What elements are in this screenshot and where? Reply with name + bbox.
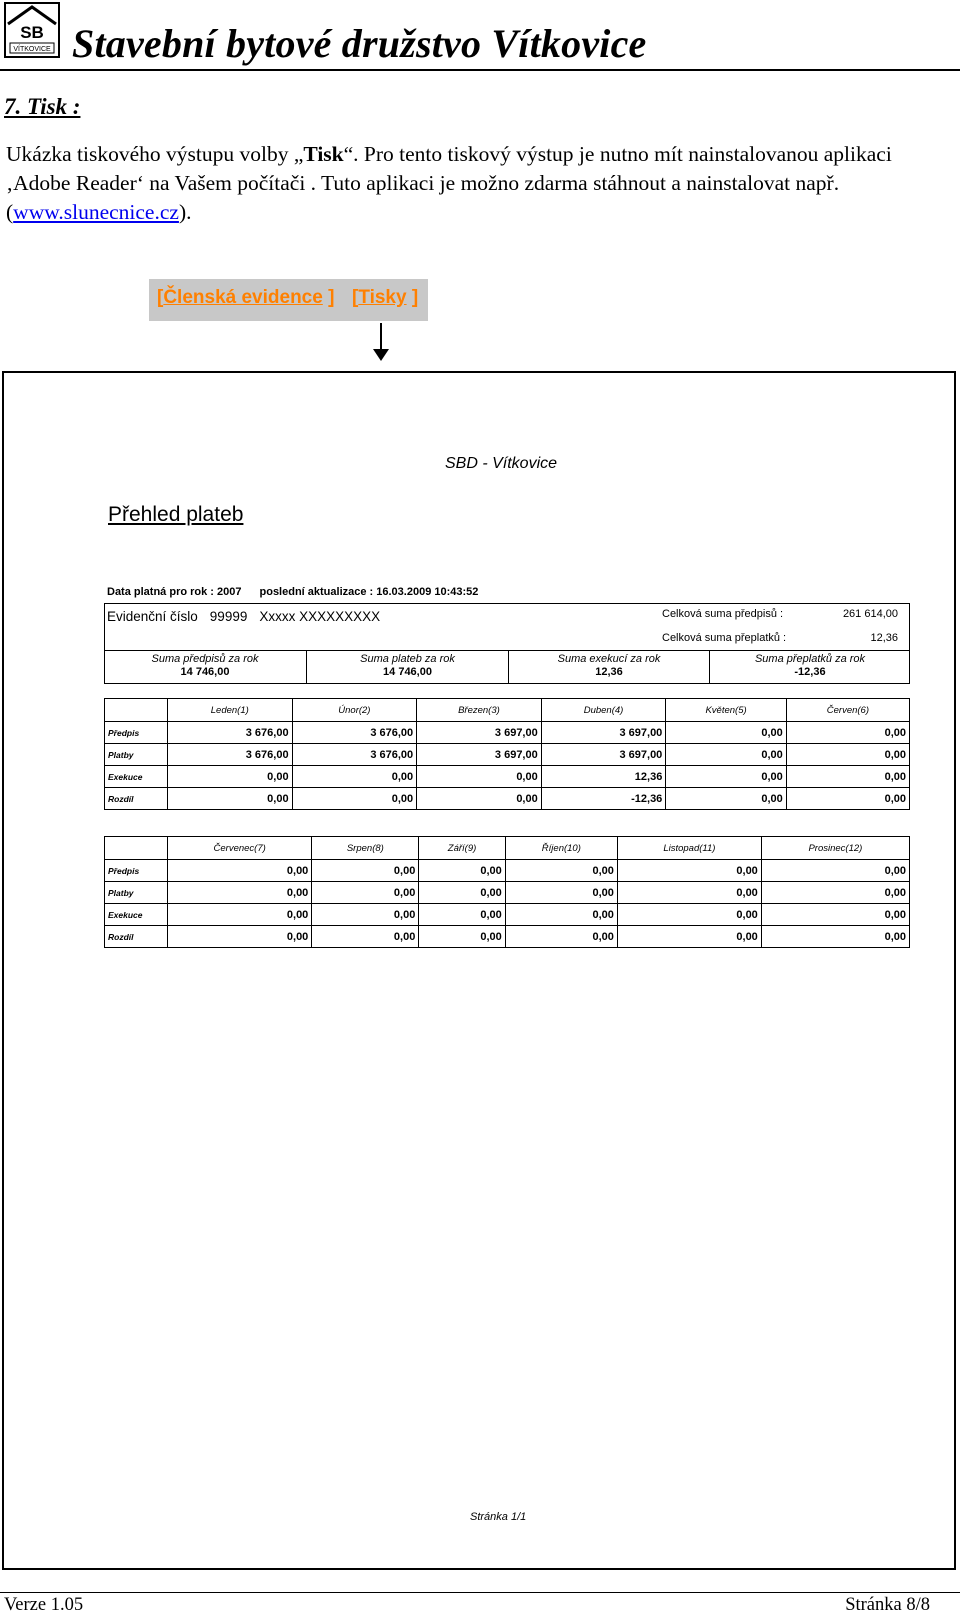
slunecnice-link[interactable]: www.slunecnice.cz <box>13 200 179 224</box>
sum-platby: Suma plateb za rok 14 746,00 <box>360 653 455 678</box>
footer-page: Stránka 8/8 <box>845 1595 930 1615</box>
svg-text:SB: SB <box>20 23 44 42</box>
month-header: Květen(5) <box>666 699 786 722</box>
meta-update: poslední aktualizace : 16.03.2009 10:43:52 <box>259 586 479 598</box>
document-title: Stavební bytové družstvo Vítkovice <box>72 21 647 66</box>
meta-year: Data platná pro rok : 2007 <box>107 586 242 598</box>
table-row: Rozdíl 0,00 0,00 0,00 -12,36 0,00 0,00 <box>105 788 910 810</box>
months-table-2 <box>104 836 910 948</box>
nav-screenshot <box>149 279 428 321</box>
table-row: Platby 0,00 0,00 0,00 0,00 0,00 0,00 <box>105 882 910 904</box>
table-row: Platby 3 676,00 3 676,00 3 697,00 3 697,00 0,00 0,00 <box>105 744 910 766</box>
corner-cell <box>105 837 168 860</box>
nav-link-clenska-evidence[interactable]: [Členská evidence ] <box>157 287 335 308</box>
months-table-1 <box>104 698 910 810</box>
report-page-number: Stránka 1/1 <box>470 1511 527 1523</box>
month-header: Srpen(8) <box>312 837 419 860</box>
table-row: Exekuce 0,00 0,00 0,00 0,00 0,00 0,00 <box>105 904 910 926</box>
svg-text:VÍTKOVICE: VÍTKOVICE <box>13 46 51 53</box>
total-preplatek-label: Celková suma přeplatků : <box>662 632 787 644</box>
month-header: Červenec(7) <box>168 837 312 860</box>
report-title: Přehled plateb <box>108 503 244 526</box>
table-row: Předpis 3 676,00 3 676,00 3 697,00 3 697,00 0,00 0,00 <box>105 722 910 744</box>
table-row: Exekuce 0,00 0,00 0,00 12,36 0,00 0,00 <box>105 766 910 788</box>
total-predpis-value: 261 614,00 <box>842 608 898 620</box>
down-arrow-head <box>373 349 389 361</box>
total-predpis-label: Celková suma předpisů : <box>662 608 784 620</box>
intro-paragraph <box>6 140 954 227</box>
intro-text-1: Ukázka tiskového výstupu volby „ <box>6 142 304 166</box>
section-heading: 7. Tisk : <box>4 94 81 119</box>
ev-label: Evidenční číslo <box>107 609 198 624</box>
table-row: Předpis 0,00 0,00 0,00 0,00 0,00 0,00 <box>105 860 910 882</box>
report-org: SBD - Vítkovice <box>445 455 558 472</box>
month-header: Prosinec(12) <box>761 837 909 860</box>
sbd-logo <box>4 2 60 58</box>
intro-bold: Tisk <box>303 142 344 166</box>
footer-rule <box>0 1592 960 1593</box>
sum-preplatek: Suma přeplatků za rok -12,36 <box>754 653 866 678</box>
nav-link-tisky[interactable]: [Tisky ] <box>352 287 419 308</box>
ev-number: 99999 <box>209 609 248 624</box>
sum-exekuce: Suma exekucí za rok 12,36 <box>557 653 661 678</box>
footer-version: Verze 1.05 <box>4 1595 84 1615</box>
evidence-number-row <box>107 609 392 624</box>
total-preplatek-value: 12,36 <box>870 632 898 644</box>
month-header: Leden(1) <box>168 699 293 722</box>
intro-text-3: ). <box>178 200 192 224</box>
month-header: Říjen(10) <box>505 837 617 860</box>
month-header: Září(9) <box>419 837 505 860</box>
intro-text-2: “. Pro tento tiskový výstup je nutno mít nainstalovanou aplikaci ‚Adobe Reader‘ na Vašem počítači . Tuto aplikaci je možno zdarma stáhnout a nainstalovat např. ( <box>6 142 892 224</box>
corner-cell <box>105 699 168 722</box>
month-header: Červen(6) <box>786 699 909 722</box>
month-header: Listopad(11) <box>617 837 761 860</box>
month-header: Duben(4) <box>541 699 666 722</box>
header-rule <box>0 69 960 71</box>
table-row: Rozdíl 0,00 0,00 0,00 0,00 0,00 0,00 <box>105 926 910 948</box>
ev-name: Xxxxx XXXXXXXXX <box>259 609 381 624</box>
print-preview-frame <box>2 371 956 1570</box>
month-header: Únor(2) <box>292 699 417 722</box>
month-header: Březen(3) <box>417 699 542 722</box>
sum-predpis: Suma předpisů za rok 14 746,00 <box>151 653 259 678</box>
report-meta <box>107 586 496 598</box>
